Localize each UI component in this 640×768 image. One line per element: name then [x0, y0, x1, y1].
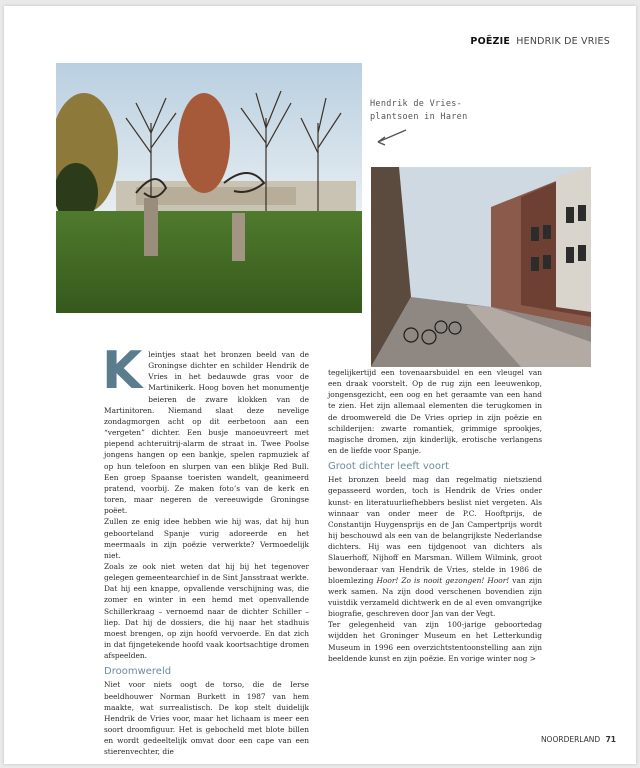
article-column-right	[328, 367, 542, 664]
caption-line-2: plantsoen in Haren	[370, 112, 468, 122]
paragraph: Niet voor niets oogt de torso, die de Ierse beeldhouwer Norman Burkett in 1987 van hem maakte, wat surrealistisch. De kop stelt duidelijk Hendrik de Vries voor, maar het lichaam is meer een soort droomfiguur. Het is gebocheld met blote billen en wordt gedeeltelijk omvat door een cape van een stierenvechter, die	[104, 680, 309, 757]
drop-cap: K	[102, 341, 143, 401]
magazine-name: NOORDERLAND	[540, 735, 601, 744]
paragraph: Zoals ze ook niet weten dat hij bij het tegenover gelegen gemeentearchief in de Sint Jansstraat werkte. Dat hij een knappe, opvallende verschijning was, die zomer en winter in een hemd met openvallende Schillerkraag – vernoemd naar de dichter Schiller – liep. Dat hij de dossiers, die hij naar het stadhuis moest brengen, op zijn hoofd vervoerde. En dat zich in dat fijngetekende hoofd vaak koortsachtige dromen afspeelden.	[104, 561, 309, 661]
article-column-left	[102, 341, 309, 757]
paragraph-text: Het bronzen beeld mag dan regelmatig nietsziend gepasseerd worden, toch is Hendrik de Vries onder kunst- en literatuurliefhebbers beslist niet vergeten. Als winnaar van onder meer de P.C. Hooftprijs, de Constantijn Huygensprijs en de Jan Campertprijs wordt hij beschouwd als een van de belangrijkste Nederlandse dichters. Hij was een tijdgenoot van dichters als Slauerhoff, Nijhoff en Marsman. Willem Wilmink, groot bewonderaar van Hendrik de Vries, stelde in 1986 de bloemlezing	[328, 475, 542, 585]
caption-arrow-icon	[372, 126, 408, 148]
section-label: POËZIE	[470, 36, 511, 47]
park-photo	[56, 63, 362, 313]
paragraph: leintjes staat het bronzen beeld van de Groningse dichter en schilder Hendrik de Vries in het bedauwde gras voor de Martinikerk. Hoog boven het monumentje beieren de zware klokken van de Martinitoren. Niemand slaat deze nevelige zondagmorgen acht op dit eerbetoon aan een “vergeten” dichter. Een busje manoeuvreert met piepend achteruitrij-alarm de straat in. Twee Poolse jongens hangen op een bankje, spelen rapmuziek af op hun telefoon en slurpen van een blikje Red Bull. Een groep Spaanse toeristen wandelt, geanimeerd pratend, voorbij. Ze maken foto’s van de kerk en toren, maar negeren de vereeuwigde Groningse poëet.	[104, 350, 309, 516]
page-number: 71	[605, 735, 616, 744]
photo-caption	[370, 98, 480, 124]
page-header	[470, 36, 610, 47]
subheading: Droomwereld	[104, 666, 172, 678]
paragraph: Zullen ze enig idee hebben wie hij was, dat hij hun geboorteland Spanje vurig adoreerde en het meermaals in zijn poëzie verwerkte? Vermoedelijk niet.	[104, 517, 309, 560]
subheading: Groot dichter leeft voort	[328, 461, 450, 473]
paragraph: tegelijkertijd een tovenaarsbuidel en een vleugel van een draak voorstelt. Op de rug zijn een leeuwenkop, jongensgezicht, een oog en het geraamte van een hand te zien. Het zijn allemaal elementen die terugkomen in de droomwereld die De Vries opriep in zijn poëzie en schilderijen: zwarte romantiek, grimmige sprookjes, magische dromen, zijn kinderlijk, erotische verlangens en de liefde voor Spanje.	[328, 368, 542, 456]
section-subtitle: HENDRIK DE VRIES	[516, 36, 610, 47]
street-photo	[371, 167, 591, 367]
paragraph: Ter gelegenheid van zijn 100-jarige geboortedag wijdden het Groninger Museum en het Letterkundig Museum in 1996 een overzichtstentoonstelling aan zijn beeldende kunst en zijn poëzie. En vorige winter nog >	[328, 620, 542, 663]
paragraph-text: van zijn werk samen. Na zijn dood verschenen bovendien zijn vuistdik verzameld dichtwerk en de al even omvangrijke biografie, geschreven door Jan van der Vegt.	[328, 575, 543, 619]
page-footer	[541, 735, 616, 744]
book-title: Hoor! Zo is nooit gezongen! Hoor!	[376, 575, 510, 585]
paragraph	[328, 474, 542, 619]
caption-line-1: Hendrik de Vries-	[370, 99, 463, 109]
